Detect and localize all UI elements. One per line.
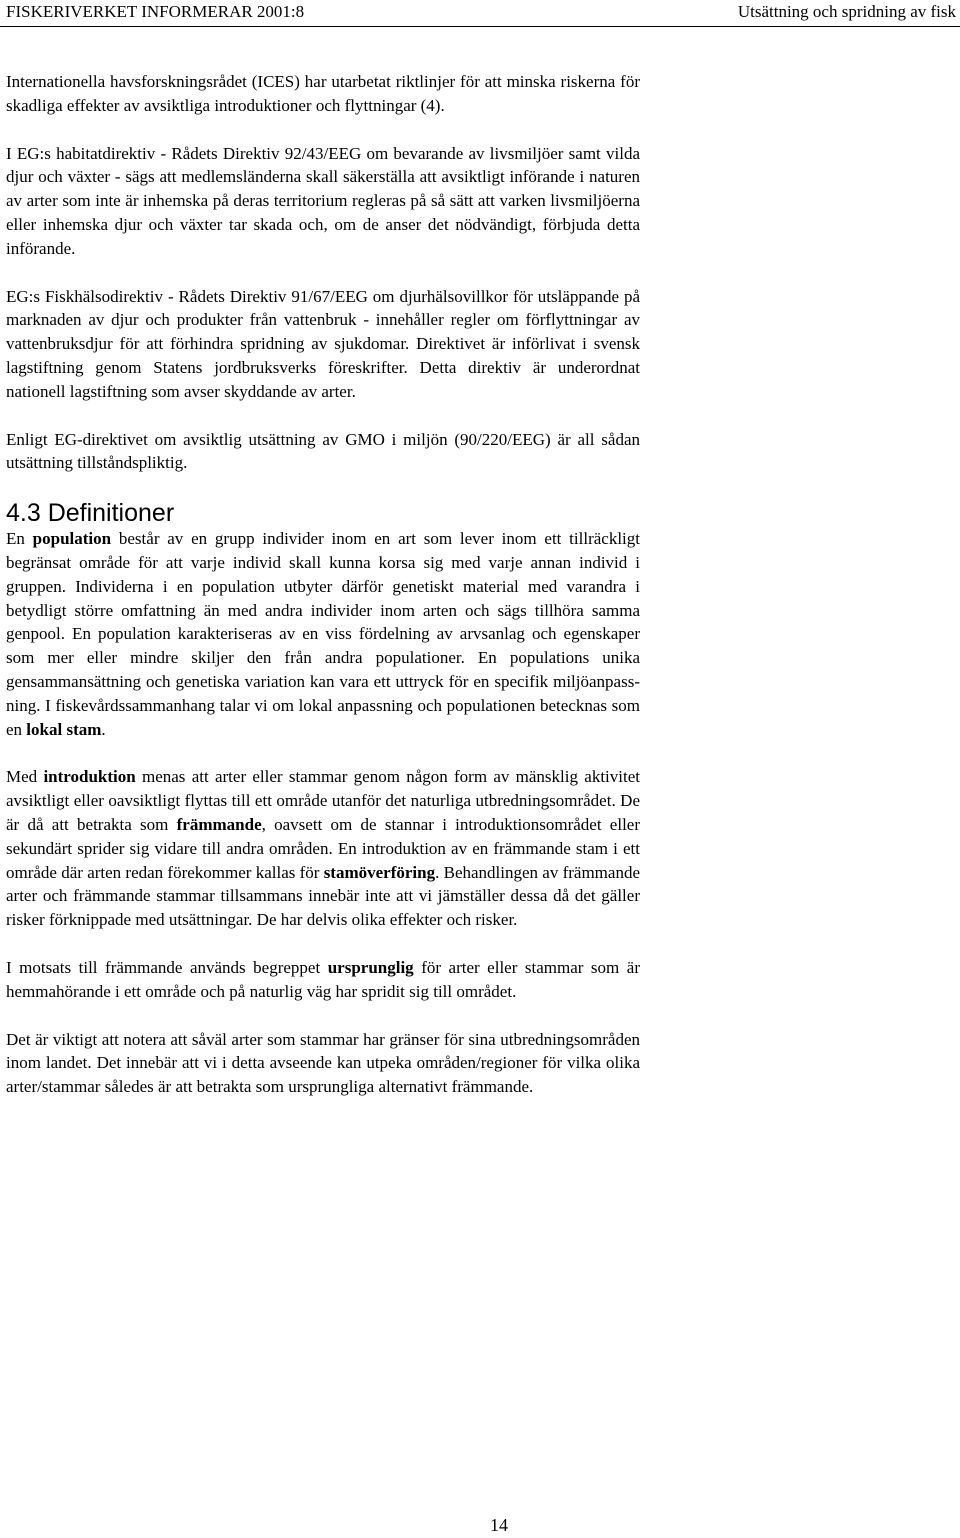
text-run: Med	[6, 767, 44, 787]
text-run: , oavsett om de stannar i introduktionsområdet eller sekundärt sprider sig vidare till andra områden. En introduktion av en främmande stam i ett område där arten redan förekommer kallas för	[6, 814, 640, 882]
text-run: . Behandlingen av främmande arter och främmande stammar tillsammans innebär inte att vi jämställer dessa då det gäller risker förknippade med utsättningar. De har delvis olika effekter och risker.	[6, 862, 640, 930]
paragraph-gmo: Enligt EG-direktivet om avsiktlig utsättning av GMO i miljön (90/220/EEG) är all sådan utsättning tillståndspliktig.	[6, 429, 640, 473]
paragraph-introduktion	[6, 765, 640, 932]
paragraph-habitatdirektiv: I EG:s habitatdirektiv - Rådets Direktiv 92/43/EEG om bevarande av livsmiljöer samt vilda djur och växter - sägs att medlemsländerna skall säkerställa att avsiktligt införande i naturen av arter som inte är inhemska på deras territorium regleras på så sätt att varken livsmiljöerna eller inhemska djur och växter tar skada och, om de anser det nödvändigt, förbjuda detta införande.	[6, 143, 640, 258]
paragraph-ursprunglig	[6, 956, 640, 1004]
text-run: En	[6, 529, 33, 549]
header-rule	[0, 26, 960, 27]
term-stamoverforing: stamöverföring	[323, 862, 436, 882]
page-header	[0, 0, 960, 28]
paragraph-closing: Det är viktigt att notera att såväl arter som stammar har gränser för sina utbredningsområden inom landet. Det innebär att vi i detta avseende kan utpeka områden/regioner för vilka olika arter/stammar således är att betrakta som ursprungliga alternativt främmande.	[6, 1029, 640, 1097]
text-run: I motsats till främmande används begreppet	[6, 957, 328, 977]
text-run: menas att arter eller stammar genom någon form av mänsklig aktivitet avsiktligt eller oavsiktligt flyttas till ett område utanför det naturliga utbredningsområdet. De är då att betrakta som	[6, 767, 640, 834]
text-run: .	[101, 719, 106, 739]
text-run: består av en grupp individer inom en art som lever inom ett tillräckligt begränsat område för att varje individ skall kunna korsa sig med varje annan individ i gruppen. Individerna i en population utbyter därför genetiskt material med varandra i betydligt större omfattning än med andra individer inom arten och sägs tillhöra samma genpool. En population karakteriseras av en viss fördelning av arvsanlag och egenskaper som mer eller mindre skiljer den från andra populationer. En populations unika gensammansättning och genetiska variation kan vara ett uttryck för en specifik miljöanpassning. I fiskevårdssammanhang talar vi om lokal anpassning och populationen betecknas som en	[6, 529, 640, 739]
term-frammande: främmande	[176, 814, 262, 834]
term-lokal-stam: lokal stam	[26, 719, 102, 739]
paragraph-ices: Internationella havsforskningsrådet (ICES) har utarbetat riktlinjer för att minska riskerna för skadliga effekter av avsiktliga introduktioner och flyttningar (4).	[6, 72, 640, 115]
page-number: 14	[490, 1515, 508, 1535]
page-body	[6, 70, 640, 1123]
section-heading: 4.3 Definitioner	[6, 499, 175, 528]
term-introduktion: introduktion	[43, 767, 136, 787]
paragraph-population	[6, 527, 640, 741]
term-population: population	[32, 529, 112, 549]
term-ursprunglig: ursprunglig	[327, 957, 414, 977]
publication-title: FISKERIVERKET INFORMERAR 2001:8	[6, 2, 305, 21]
text-run: för arter eller stammar som är hemmahörande i ett område och på naturlig väg har spridit sig till området.	[6, 957, 640, 1001]
paragraph-fiskhalsodirektiv: EG:s Fiskhälsodirektiv - Rådets Direktiv 91/67/EEG om djurhälsovillkor för utsläppande på marknaden av djur och produkter från vattenbruk - innehåller regler om förflyttningar av vattenbruksdjur för att förhindra spridning av sjukdomar. Direktivet är införlivat i svensk lagstiftning genom Statens jordbruksverks föreskrifter. Detta direktiv är underordnat nationell lagstiftning som avser skyddande av arter.	[6, 286, 640, 401]
chapter-title: Utsättning och spridning av fisk	[737, 2, 956, 21]
